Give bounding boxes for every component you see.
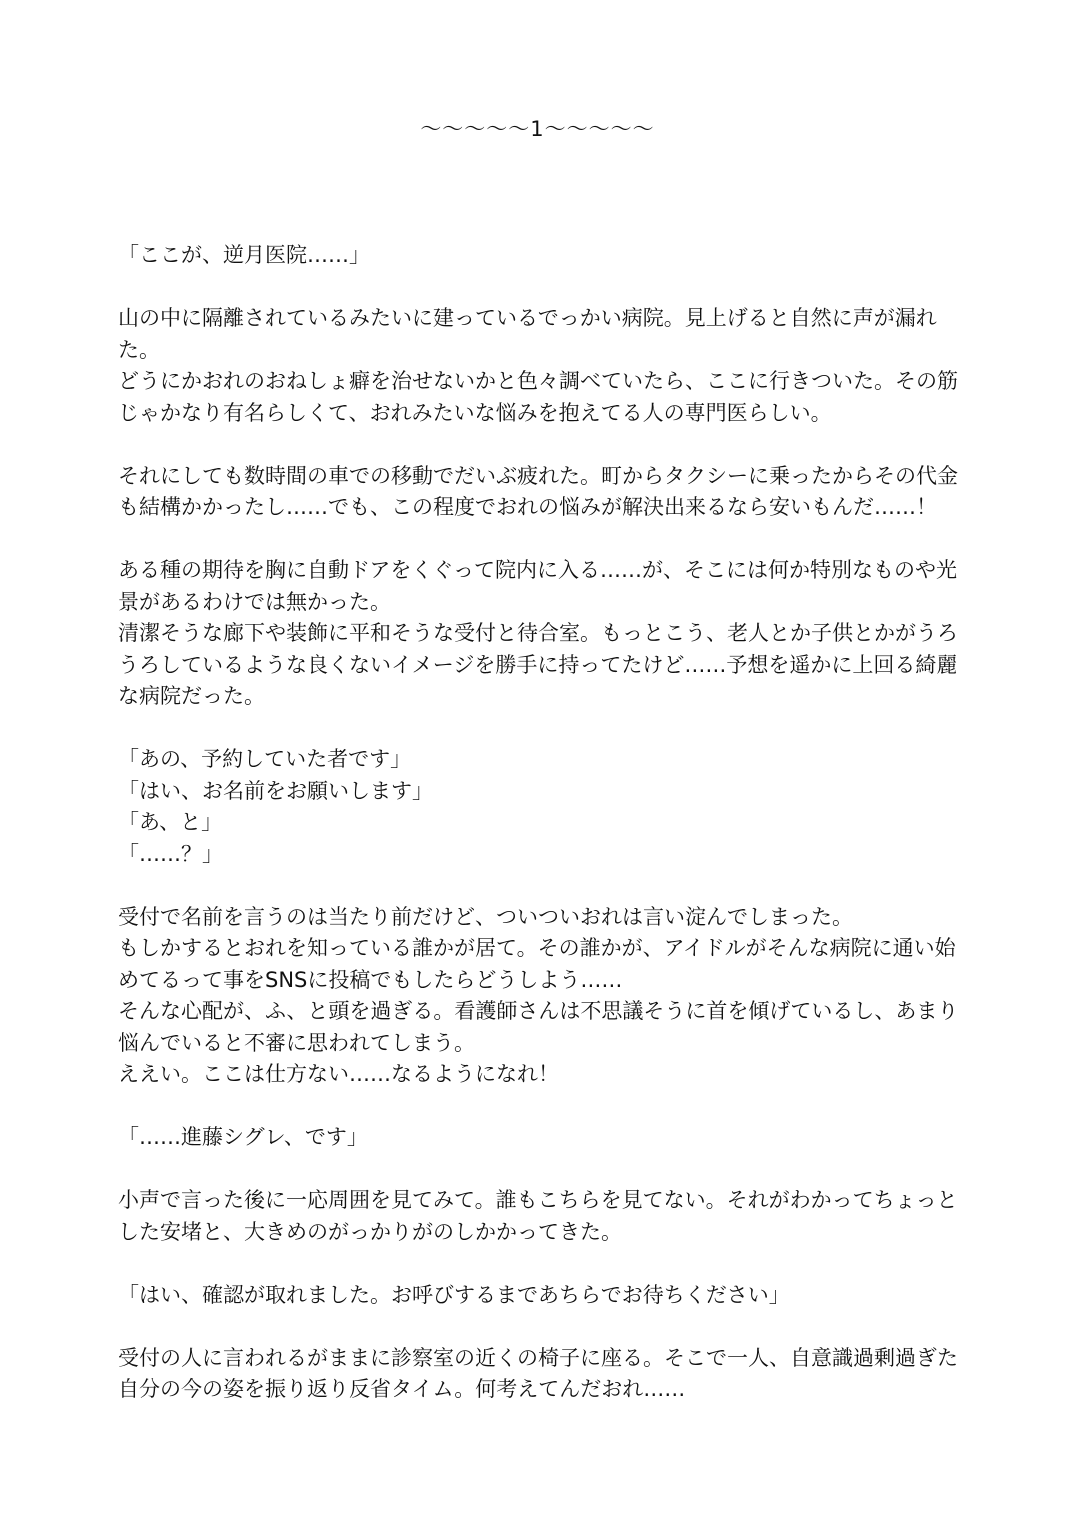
text-line: そんな心配が、ふ、と頭を過ぎる。看護師さんは不思議そうに首を傾げているし、あまり: [118, 999, 959, 1023]
text-line: うろしているような良くないイメージを勝手に持ってたけど……予想を遥かに上回る綺麗: [118, 652, 958, 677]
body-text: [118, 240, 963, 1406]
chapter-heading: 〜〜〜〜〜1〜〜〜〜〜: [420, 117, 655, 141]
text-line: した安堵と、大きめのがっかりがのしかかってきた。: [118, 1219, 622, 1244]
text-line: それにしても数時間の車での移動でだいぶ疲れた。町からタクシーに乗ったからその代金: [118, 463, 958, 488]
text-line: 「……？」: [118, 841, 223, 866]
text-line: 景があるわけでは無かった。: [118, 589, 391, 614]
text-line: 「あの、予約していた者です」: [118, 747, 412, 771]
text-line: 「ここが、逆月医院……」: [118, 243, 370, 267]
blank-line: [118, 1091, 963, 1123]
text-line: 悩んでいると不審に思われてしまう。: [118, 1030, 475, 1055]
text-line: 小声で言った後に一応周囲を見てみて。誰もこちらを見てない。それがわかってちょっと: [118, 1188, 958, 1212]
text-line: 「はい、確認が取れました。お呼びするまであちらでお待ちください」: [118, 1282, 790, 1307]
blank-line: [118, 429, 963, 461]
text-line: 受付の人に言われるがままに診察室の近くの椅子に座る。そこで一人、自意識過剰過ぎた: [118, 1345, 958, 1370]
text-line: ある種の期待を胸に自動ドアをくぐって院内に入る……が、そこには何か特別なものや光: [118, 558, 957, 582]
blank-line: [118, 870, 963, 902]
text-line: 「……進藤シグレ、です」: [118, 1125, 368, 1149]
text-line: 受付で名前を言うのは当たり前だけど、ついついおれは言い淀んでしまった。: [118, 904, 853, 929]
blank-line: [118, 524, 963, 556]
text-line: 「はい、お名前をお願いします」: [118, 778, 433, 803]
text-line: どうにかおれのおねしょ癖を治せないかと色々調べていたら、ここに行きついた。その筋: [118, 369, 958, 393]
text-line: めてるって事をSNSに投稿でもしたらどうしよう……: [118, 967, 623, 992]
blank-line: [118, 272, 963, 304]
text-line: 「あ、と」: [118, 810, 223, 834]
blank-line: [118, 1311, 963, 1343]
text-line: も結構かかったし……でも、この程度でおれの悩みが解決出来るなら安いもんだ……！: [118, 495, 937, 519]
blank-line: [118, 1248, 963, 1280]
text-line: た。: [118, 337, 160, 362]
text-line: 清潔そうな廊下や装飾に平和そうな受付と待合室。もっとこう、老人とか子供とかがうろ: [118, 621, 958, 645]
text-line: 自分の今の姿を振り返り反省タイム。何考えてんだおれ……: [118, 1377, 686, 1401]
blank-line: [118, 713, 963, 745]
text-line: な病院だった。: [118, 684, 265, 708]
blank-line: [118, 1154, 963, 1186]
text-line: じゃかなり有名らしくて、おれみたいな悩みを抱えてる人の専門医らしい。: [118, 400, 832, 425]
text-line: ええい。ここは仕方ない……なるようになれ！: [118, 1062, 559, 1086]
text-line: もしかするとおれを知っている誰かが居て。その誰かが、アイドルがそんな病院に通い始: [118, 936, 956, 960]
text-line: 山の中に隔離されているみたいに建っているでっかい病院。見上げると自然に声が漏れ: [118, 306, 937, 330]
